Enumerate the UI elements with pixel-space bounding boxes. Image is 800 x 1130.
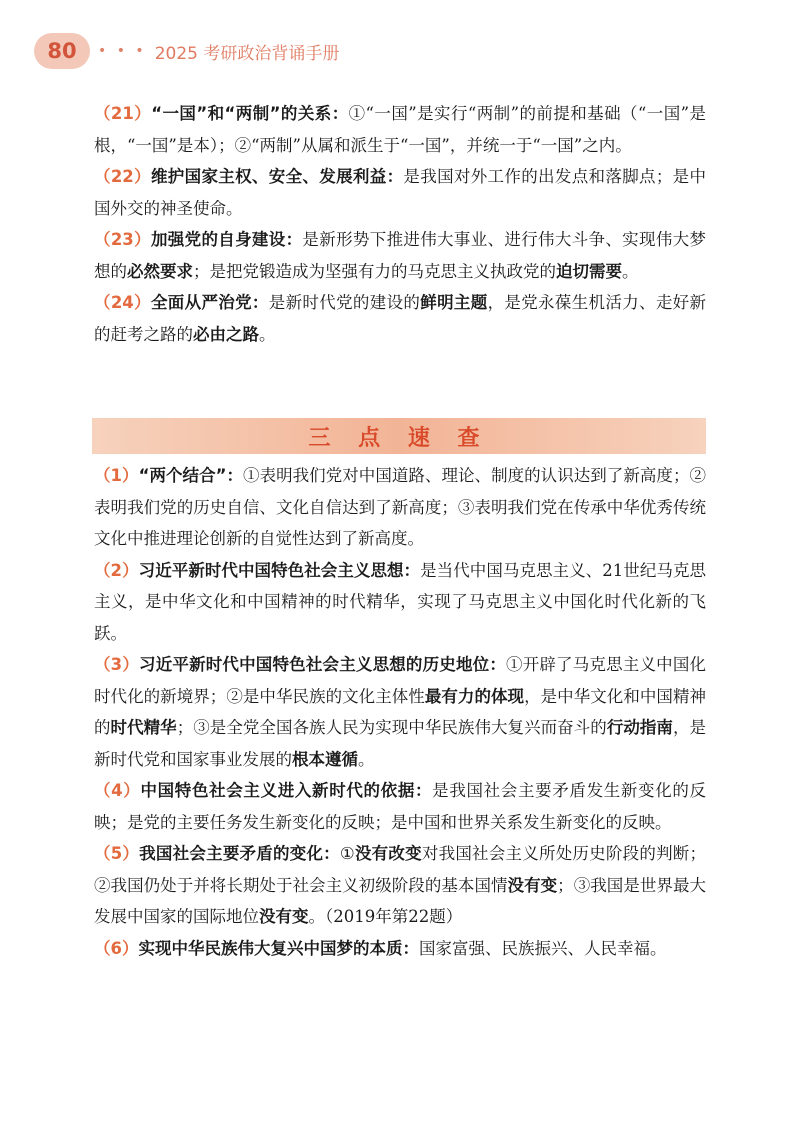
entry-item bbox=[94, 838, 706, 933]
entry-keyword: 根本遵循 bbox=[292, 749, 358, 769]
entry-text: ；③是全党全国各族人民为实现中华民族伟大复兴而奋斗的 bbox=[176, 718, 607, 737]
entry-text: ① bbox=[339, 844, 355, 863]
section-banner bbox=[92, 418, 706, 454]
entry-item bbox=[94, 775, 706, 838]
entry-keyword: 迫切需要 bbox=[556, 261, 622, 281]
entry-number: （6） bbox=[94, 938, 139, 958]
entry-item bbox=[94, 161, 706, 224]
entry-keyword: 最有力的体现 bbox=[424, 686, 525, 706]
entry-text: ，是中华文化和中国精神的 bbox=[94, 686, 707, 737]
entry-keyword: 没有变 bbox=[259, 907, 309, 926]
entry-text: 是我国对外工作的出发点和落脚点；是中国外交的神圣使命。 bbox=[94, 167, 707, 218]
entry-keyword: 必然要求 bbox=[127, 261, 193, 281]
entry-text: 。 bbox=[622, 261, 639, 281]
entry-number: （1） bbox=[94, 466, 139, 485]
entry-term: 加强党的自身建设： bbox=[150, 230, 303, 249]
entry-text: 是当代中国马克思主义、21世纪马克思主义，是中华文化和中国精神的时代精华，实现了马克思主义中国化时代化新的飞跃。 bbox=[94, 560, 707, 643]
entry-text: ；是把党锻造成为坚强有力的马克思主义执政党的 bbox=[193, 261, 556, 281]
entry-keyword: 行动指南 bbox=[606, 718, 673, 737]
entry-term: “一国”和“两制”的关系： bbox=[151, 104, 349, 123]
entry-text: 。（2019年第22题） bbox=[308, 907, 463, 926]
entry-number: （24） bbox=[94, 293, 151, 312]
entry-text: ①开辟了马克思主义中国化时代化的新境界；②是中华民族的文化主体性 bbox=[94, 655, 707, 706]
entry-term: 习近平新时代中国特色社会主义思想的历史地位： bbox=[139, 655, 507, 674]
entry-text: 。 bbox=[259, 324, 276, 344]
entry-term: 我国社会主要矛盾的变化： bbox=[139, 844, 340, 863]
section-title: 三 点 速 查 bbox=[308, 425, 490, 451]
entry-keyword: 时代精华 bbox=[110, 718, 177, 737]
entry-item bbox=[94, 287, 706, 350]
book-title: 2025 考研政治背诵手册 bbox=[154, 43, 340, 64]
entry-text: ①“一国”是实行“两制”的前提和基础（“一国”是根，“一国”是本）；②“两制”从属和派生于“一国”，并统一于“一国”之内。 bbox=[94, 104, 706, 155]
entry-number: （2） bbox=[94, 560, 139, 580]
entry-text: ①表明我们党对中国道路、理论、制度的认识达到了新高度；②表明我们党的历史自信、文化自信达到了新高度；③表明我们党在传承中华优秀传统文化中推进理论创新的自觉性达到了新高度。 bbox=[94, 466, 706, 548]
entry-number: （22） bbox=[94, 167, 151, 186]
entries-bottom bbox=[94, 460, 706, 964]
entry-text: 是新形势下推进伟大事业、进行伟大斗争、实现伟大梦想的 bbox=[94, 230, 706, 281]
entry-number: （23） bbox=[94, 230, 151, 249]
entry-number: （3） bbox=[94, 655, 140, 674]
entry-keyword: 没有改变 bbox=[354, 844, 422, 863]
entry-item bbox=[94, 224, 706, 287]
entry-number: （4） bbox=[94, 781, 141, 800]
entry-item bbox=[94, 555, 706, 650]
entry-keyword: 必由之路 bbox=[193, 324, 259, 344]
entry-term: 全面从严治党： bbox=[150, 293, 269, 312]
entry-number: （21） bbox=[94, 104, 152, 123]
page-header bbox=[34, 33, 339, 69]
page-number: 80 bbox=[34, 33, 90, 69]
entry-term: 习近平新时代中国特色社会主义思想： bbox=[138, 560, 421, 580]
entry-item bbox=[94, 649, 706, 775]
entry-text: 对我国社会主义所处历史阶段的判断；②我国仍处于并将长期处于社会主义初级阶段的基本国情 bbox=[94, 844, 707, 895]
entry-keyword: 鲜明主题 bbox=[420, 293, 488, 312]
entry-term: 维护国家主权、安全、发展利益： bbox=[150, 167, 404, 186]
entry-text: 是我国社会主要矛盾发生新变化的反映；是党的主要任务发生新变化的反映；是中国和世界关系发生新变化的反映。 bbox=[94, 781, 707, 832]
entry-term: “两个结合”： bbox=[138, 466, 244, 485]
entry-text: ，是新时代党和国家事业发展的 bbox=[94, 718, 707, 769]
entry-text: ，是党永葆生机活力、走好新的赶考之路的 bbox=[94, 293, 707, 344]
entries-top bbox=[94, 98, 706, 350]
entry-number: （5） bbox=[94, 844, 140, 863]
entry-text: 是新时代党的建设的 bbox=[268, 293, 421, 312]
entry-keyword: 没有变 bbox=[507, 875, 558, 895]
entry-text: ；③我国是世界最大发展中国家的国际地位 bbox=[94, 875, 707, 926]
entry-term: 实现中华民族伟大复兴中国梦的本质： bbox=[138, 938, 419, 958]
entry-item bbox=[94, 460, 706, 555]
header-dots: • • • bbox=[98, 43, 147, 59]
entry-item bbox=[94, 98, 706, 161]
entry-text: 国家富强、民族振兴、人民幸福。 bbox=[418, 938, 667, 958]
entry-term: 中国特色社会主义进入新时代的依据： bbox=[140, 781, 433, 800]
entry-text: 。 bbox=[358, 749, 375, 769]
entry-item bbox=[94, 933, 706, 965]
